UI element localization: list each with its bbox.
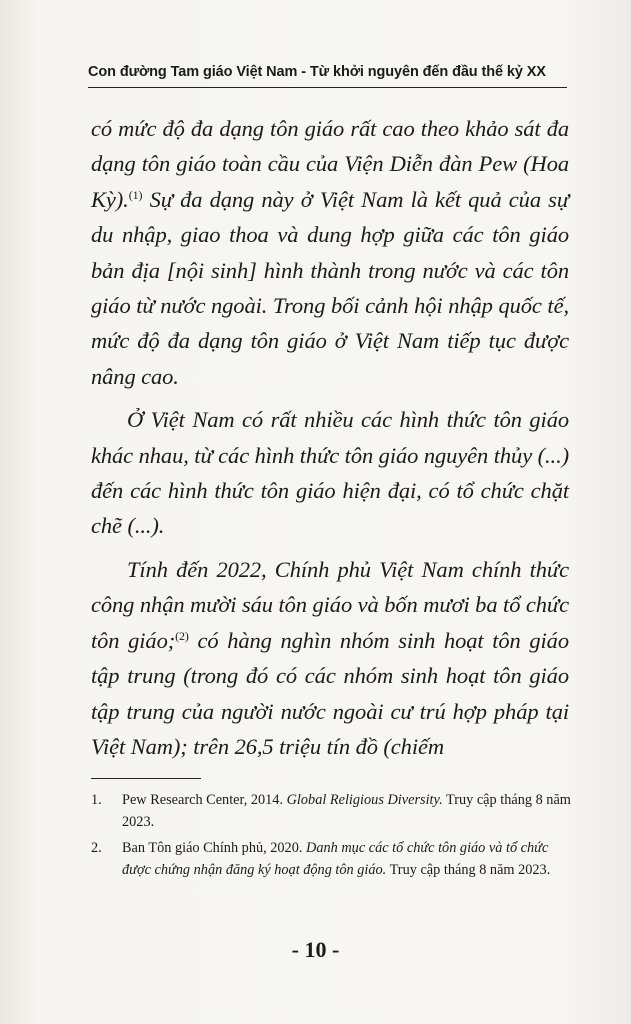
- footnote-1: [91, 789, 571, 833]
- running-header: Con đường Tam giáo Việt Nam - Từ khởi nguyên đến đầu thế kỷ XX: [88, 64, 546, 80]
- paragraph-2: Ở Việt Nam có rất nhiều các hình thức tôn giáo khác nhau, từ các hình thức tôn giáo nguyên thủy (...) đến các hình thức tôn giáo hiện đại, có tổ chức chặt chẽ (...).: [91, 407, 569, 539]
- footnote-ref-1: (1): [128, 187, 143, 202]
- footnote-number: 2.: [91, 840, 102, 856]
- footnote-title: Global Religious Diversity.: [286, 792, 443, 808]
- footnote-divider: [91, 778, 201, 779]
- footnote-access: Truy cập tháng 8 năm 2023.: [122, 792, 571, 830]
- page-number: - 10 -: [291, 937, 340, 962]
- main-text: [91, 111, 569, 764]
- footnote-source: Pew Research Center, 2014.: [122, 792, 287, 808]
- footnotes: [91, 789, 571, 885]
- footnote-ref-2: (2): [175, 628, 189, 643]
- paragraph-1-continued: Sự đa dạng này ở Việt Nam là kết quả của sự du nhập, giao thoa và dung hợp giữa các tôn giáo bản địa [nội sinh] hình thành trong nước và các tôn giáo từ nước ngoài. Trong bối cảnh hội nhập quốc tế, mức độ đa dạng tôn giáo ở Việt Nam tiếp tục được nâng cao.: [91, 186, 569, 389]
- paragraph-1-text: có mức độ đa dạng tôn giáo rất cao theo khảo sát đa dạng tôn giáo toàn cầu của Viện Diễn đàn Pew (Hoa Kỳ).: [91, 116, 569, 212]
- paragraph-1: [91, 111, 569, 394]
- footnote-title: Danh mục các tổ chức tôn giáo và tổ chức được chứng nhận đăng ký hoạt động tôn giáo.: [122, 840, 549, 878]
- footnote-number: 1.: [91, 792, 102, 808]
- paragraph-3: [91, 552, 569, 764]
- footnote-2: [91, 837, 571, 881]
- paragraph-3-text: Tính đến 2022, Chính phủ Việt Nam chính thức công nhận mười sáu tôn giáo và bốn mươi ba tổ chức tôn giáo;: [91, 556, 569, 653]
- header-divider: [88, 87, 567, 88]
- paragraph-3-continued: có hàng nghìn nhóm sinh hoạt tôn giáo tập trung (trong đó có các nhóm sinh hoạt tôn giáo tập trung của người nước ngoài cư trú hợp pháp tại Việt Nam); trên 26,5 triệu tín đồ (chiếm: [91, 627, 569, 759]
- footnote-access: Truy cập tháng 8 năm 2023.: [386, 862, 551, 878]
- footnote-source: Ban Tôn giáo Chính phủ, 2020.: [122, 840, 307, 856]
